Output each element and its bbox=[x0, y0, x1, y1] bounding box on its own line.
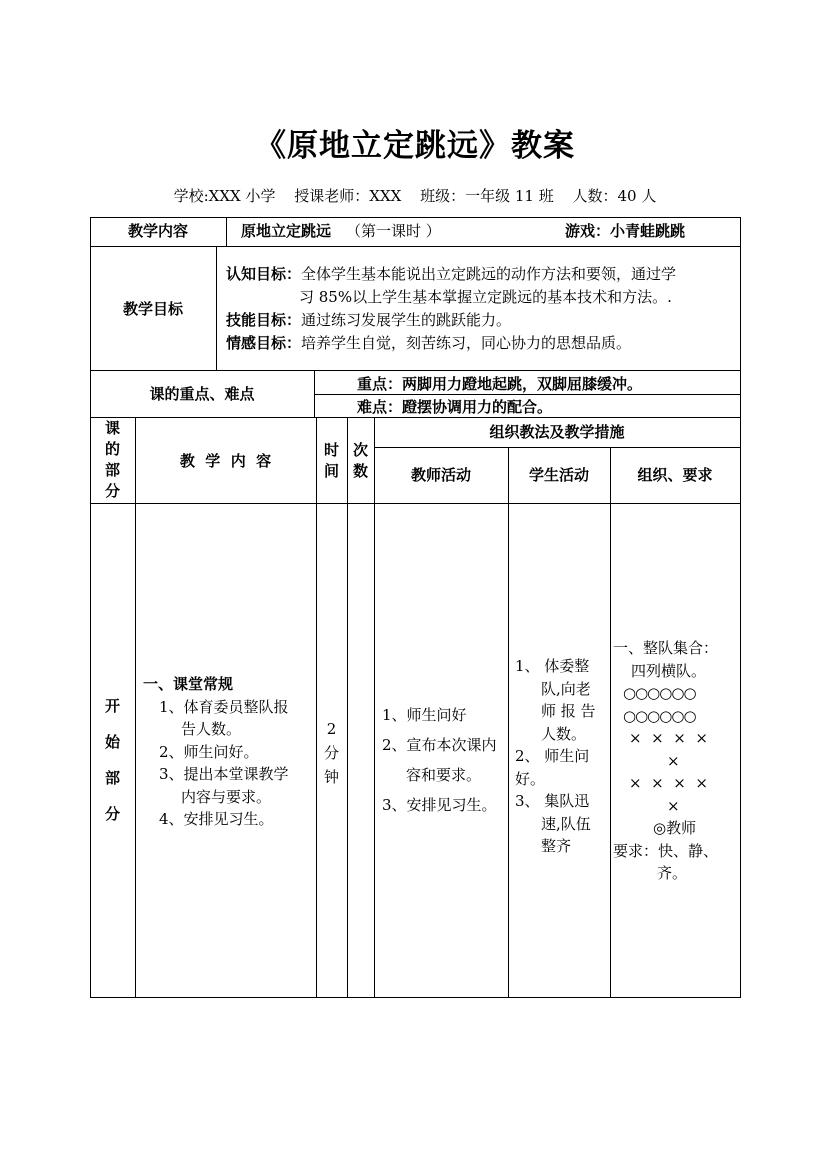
keypoints-label: 课的重点、难点 bbox=[149, 385, 255, 403]
cognitive-goal-text-1: 全体学生基本能说出立定跳远的动作方法和要领，通过学 bbox=[301, 265, 677, 283]
header-student: 学生活动 bbox=[528, 466, 589, 484]
header-part bbox=[90, 418, 135, 502]
header-time-char: 间 bbox=[323, 462, 339, 480]
start-part-char: 开 bbox=[104, 697, 120, 715]
emotion-goal-label: 情感目标： bbox=[226, 334, 302, 352]
content-heading: 一、课堂常规 bbox=[143, 675, 234, 693]
org-line: 齐。 bbox=[657, 864, 688, 882]
teacher-activity bbox=[382, 700, 507, 820]
formation-row: ○○○○○○ bbox=[623, 684, 696, 702]
student-activity-line: 3、 集队迅 bbox=[515, 792, 590, 810]
teacher-position: ◎教师 bbox=[653, 819, 697, 837]
student-activity-line: 2、 师生问 bbox=[515, 747, 590, 765]
teaching-content-label: 教学内容 bbox=[127, 222, 188, 240]
student-activity-line: 师 报 告 bbox=[541, 702, 596, 720]
content-line: 2、师生问好。 bbox=[159, 742, 259, 761]
cognitive-goal bbox=[226, 264, 736, 285]
start-part-char: 部 bbox=[104, 769, 120, 787]
start-part-char: 始 bbox=[104, 733, 120, 751]
header-part-char: 部 bbox=[104, 461, 120, 479]
class-info: 班级：一年级 11 班 bbox=[420, 187, 554, 205]
lesson-number: （第一课时 ） bbox=[346, 222, 441, 240]
content-line: 4、安排见习生。 bbox=[159, 810, 274, 828]
student-activity-line: 队,向老 bbox=[541, 679, 591, 698]
content-line: 1、体育委员整队报 bbox=[159, 697, 289, 716]
header-time bbox=[316, 440, 347, 482]
content-line: 3、提出本堂课教学 bbox=[159, 765, 289, 783]
formation-row: × × × × bbox=[629, 729, 708, 747]
org-line: 一、整队集合： bbox=[613, 639, 719, 657]
student-activity-line: 人数。 bbox=[541, 724, 587, 743]
teacher-activity-line: 容和要求。 bbox=[406, 766, 482, 784]
organization-requirements bbox=[613, 637, 739, 885]
start-part-label bbox=[90, 688, 135, 832]
header-teacher: 教师活动 bbox=[410, 466, 471, 484]
skill-goal-text: 通过练习发展学生的跳跃能力。 bbox=[301, 311, 512, 329]
cognitive-goal-label: 认知目标： bbox=[226, 265, 302, 283]
content-line: 告人数。 bbox=[181, 720, 242, 738]
header-times-char: 数 bbox=[352, 462, 368, 480]
formation-row: ○○○○○○ bbox=[623, 706, 696, 725]
key-point: 重点：两脚用力蹬地起跳，双脚屈膝缓冲。 bbox=[357, 375, 643, 393]
start-time-char: 分 bbox=[323, 744, 339, 762]
teacher-activity-line: 2、宣布本次课内 bbox=[382, 736, 497, 754]
formation-row: × bbox=[667, 796, 680, 815]
formation-row: × bbox=[667, 751, 680, 770]
teacher-info: 授课老师：XXX bbox=[294, 187, 402, 205]
emotion-goal-text: 培养学生自觉，刻苦练习，同心协力的思想品质。 bbox=[301, 334, 632, 352]
header-times bbox=[347, 440, 374, 482]
header-times-char: 次 bbox=[352, 441, 368, 459]
student-activity-line: 好。 bbox=[515, 769, 546, 788]
student-activity-line: 整齐 bbox=[541, 837, 572, 855]
header-part-char: 分 bbox=[104, 482, 120, 500]
header-content: 教 学 内 容 bbox=[179, 452, 272, 470]
watermark bbox=[213, 471, 299, 575]
header-part-char: 的 bbox=[104, 440, 120, 458]
count-info: 人数：40 人 bbox=[572, 187, 657, 205]
header-require: 组织、要求 bbox=[637, 466, 713, 484]
page-title: 《原地立定跳远》教案 bbox=[255, 128, 575, 164]
start-part-char: 分 bbox=[104, 805, 120, 823]
difficult-point: 难点：蹬摆协调用力的配合。 bbox=[357, 398, 553, 416]
cognitive-goal-line2: 习 85%以上学生基本掌握立定跳远的基本技术和方法。. bbox=[299, 288, 672, 306]
info-line bbox=[0, 185, 830, 206]
teacher-activity-line: 1、师生问好 bbox=[382, 706, 467, 724]
header-part-char: 课 bbox=[104, 419, 120, 437]
teaching-content-value: 原地立定跳远 bbox=[241, 222, 332, 240]
skill-goal bbox=[226, 310, 511, 331]
start-content bbox=[143, 673, 315, 831]
school-info: 学校:XXX 小学 bbox=[173, 187, 276, 205]
student-activity-line: 1、 体委整 bbox=[515, 657, 590, 675]
game-name: 游戏：小青蛙跳跳 bbox=[565, 222, 686, 240]
student-activity bbox=[515, 655, 610, 858]
emotion-goal bbox=[226, 333, 631, 354]
student-activity-line: 速,队伍 bbox=[541, 814, 591, 833]
skill-goal-label: 技能目标： bbox=[226, 311, 302, 329]
header-time-char: 时 bbox=[323, 441, 339, 459]
content-line: 内容与要求。 bbox=[181, 787, 272, 806]
teaching-goals-label: 教学目标 bbox=[122, 300, 183, 318]
teacher-activity-line: 3、安排见习生。 bbox=[382, 796, 497, 814]
start-time-char: 2 bbox=[326, 720, 337, 738]
org-line: 四列横队。 bbox=[631, 661, 707, 680]
org-line: 要求：快、静、 bbox=[613, 841, 719, 860]
header-org: 组织教法及教学措施 bbox=[489, 423, 625, 441]
start-time bbox=[316, 717, 347, 789]
formation-row: × × × × bbox=[629, 774, 708, 792]
start-time-char: 钟 bbox=[323, 768, 339, 786]
